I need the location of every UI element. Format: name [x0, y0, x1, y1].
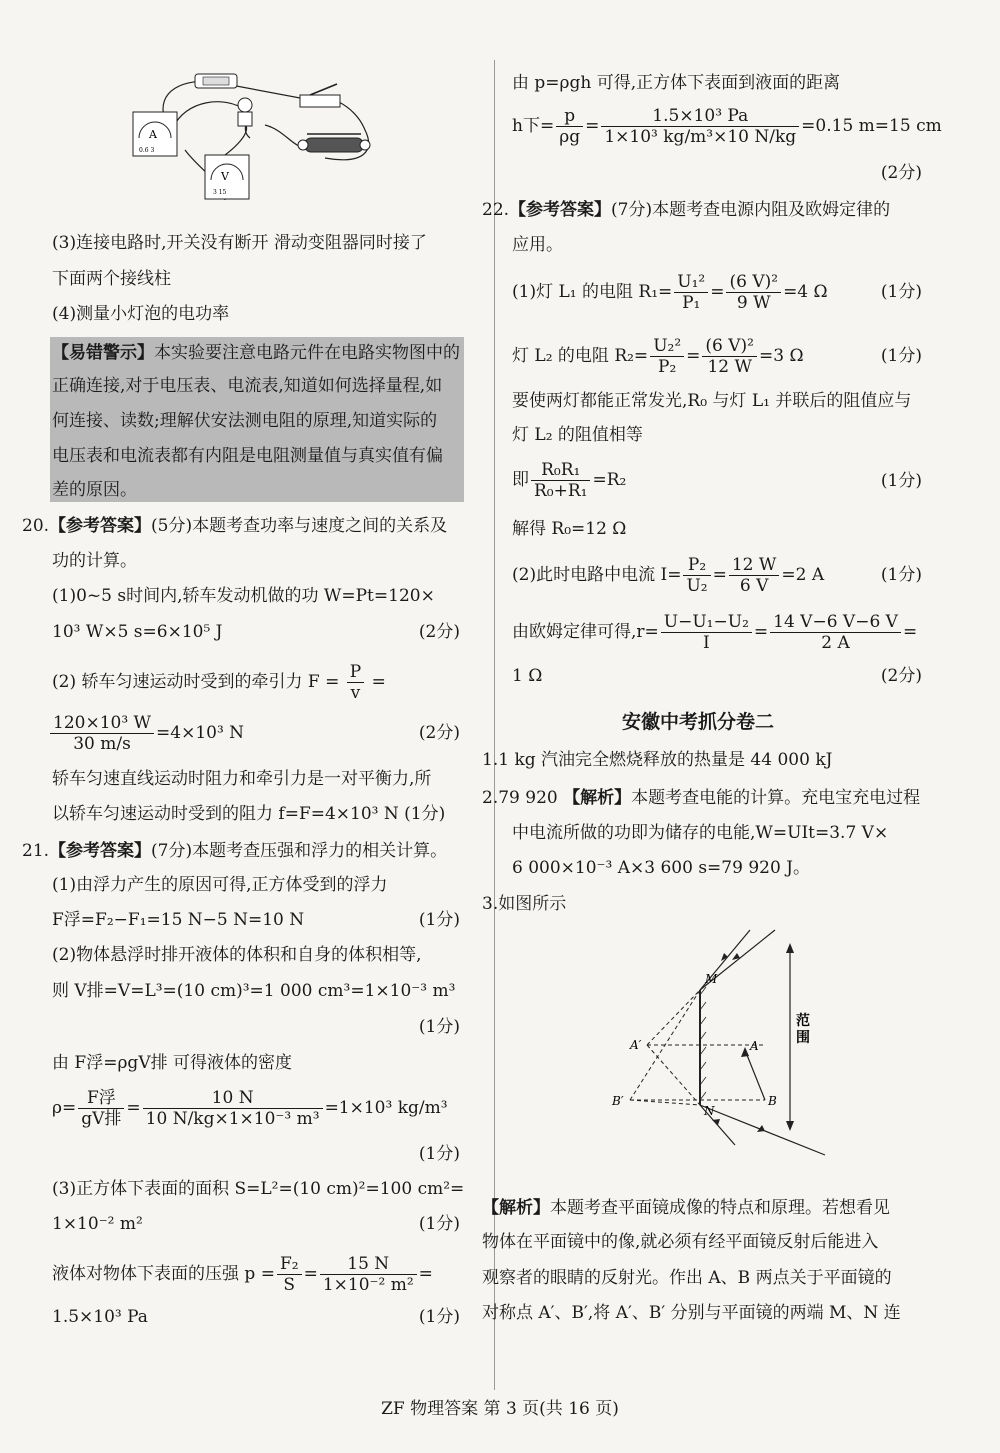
q21-pressure-eq: 液体对物体下表面的压强 p = $\frac{\text{F₂}}{S}$ = $\frac{15 N}{\text{1×10⁻² m²}}$ = — [52, 1254, 433, 1295]
answer-3: 3.如图所示 — [482, 894, 567, 914]
score: (1分) — [418, 1017, 460, 1037]
column-divider — [494, 60, 495, 1390]
q22-text-line1: 要使两灯都能正常发光,R₀ 与灯 L₁ 并联后的阻值应与 — [512, 391, 912, 411]
score: (1分) — [880, 471, 922, 491]
q20-part1-line1: (1)0~5 s时间内,轿车发动机做的功 W=Pt=120× — [52, 586, 435, 606]
range-label-2: 围 — [796, 1030, 810, 1046]
ammeter-label: A — [149, 128, 157, 141]
range-label-1: 范 — [796, 1013, 810, 1029]
q21-density-intro: 由 F浮=ρgV排 可得液体的密度 — [52, 1053, 293, 1073]
q20-part1-line2: 10³ W×5 s=6×10⁵ J — [52, 622, 223, 642]
r-depth-intro: 由 p=ρgh 可得,正方体下表面到液面的距离 — [512, 73, 841, 93]
q21-part2-eq: 则 V排=V=L³=(10 cm)³=1 000 cm³=1×10⁻³ m³ — [52, 981, 456, 1001]
q20-part3-line2: 以轿车匀速运动时受到的阻力 f=F=4×10³ N (1分) — [52, 804, 446, 824]
warning-line3: 何连接、读数;理解伏安法测电阻的原理,知道实际的 — [52, 411, 438, 431]
score: (2分) — [418, 723, 460, 743]
point-N: N — [704, 1104, 715, 1118]
q21-density-eq: ρ= $\frac{\text{F浮}}{\text{gV排}}$ = $\frac{10 N}{\text{10 N/kg×1×10⁻³ m³}}$ =1×10³ kg/m³ — [52, 1088, 448, 1129]
q22-text-line2: 灯 L₂ 的阻值相等 — [512, 425, 643, 445]
rheostat — [305, 138, 363, 152]
q22-r0-solution: 解得 R₀=12 Ω — [512, 519, 627, 539]
score: (1分) — [418, 1144, 460, 1164]
point-M: M — [705, 972, 718, 986]
explain-line1: 【解析】本题考查平面镜成像的特点和原理。若想看见 — [482, 1198, 890, 1218]
point-A: A — [750, 1039, 759, 1053]
bulb — [238, 98, 252, 112]
right-column — [482, 0, 980, 1390]
q21-part3-line2: 1×10⁻² m² — [52, 1214, 143, 1234]
point-A-prime: A′ — [630, 1038, 642, 1052]
answer-2-line2: 中电流所做的功即为储存的电能,W=UIt=3.7 V× — [512, 823, 889, 843]
mirror-diagram — [600, 925, 920, 1165]
q21-part1-eq: F浮=F₂−F₁=15 N−5 N=10 N — [52, 910, 305, 930]
voltmeter-scale: 3 15 — [213, 189, 227, 196]
q21-header: 21.【参考答案】(7分)本题考查压强和浮力的相关计算。 — [22, 841, 448, 861]
ammeter-scale: 0.6 3 — [139, 147, 155, 154]
warning-line4: 电压表和电流表都有内阻是电阻测量值与真实值有偏 — [52, 446, 443, 466]
r-depth-eq: h下= $\frac{p}{\rho g}$ = $\frac{\text{1.5×10³ Pa}}{\text{1×10³ kg/m³×10 N/kg}}$ =0.15 m=15 cm — [512, 106, 942, 147]
q21-part2: (2)物体悬浮时排开液体的体积和自身的体积相等, — [52, 945, 422, 965]
score: (1分) — [880, 565, 922, 585]
score: (1分) — [880, 346, 922, 366]
score: (1分) — [880, 282, 922, 302]
switch — [300, 95, 340, 107]
q20-part2-line2: $\frac{\text{120×10³ W}}{30 m/s}$ =4×10³ N — [48, 711, 244, 755]
q22-r1-eq: (1)灯 L₁ 的电阻 R₁= $\frac{\text{U₁²}}{\text{P₁}}$ = $\frac{\text{(6 V)²}}{9 W}$ =4 Ω — [512, 272, 828, 313]
q21-pressure-result: 1.5×10³ Pa — [52, 1307, 148, 1327]
circuit-diagram — [125, 70, 385, 215]
q20-header: 20.【参考答案】(5分)本题考查功率与速度之间的关系及 — [22, 516, 448, 536]
score: (2分) — [880, 163, 922, 183]
warning-line1: 【易错警示】本实验要注意电路元件在电路实物图中的 — [52, 343, 460, 363]
explain-line4: 对称点 A′、B′,将 A′、B′ 分别与平面镜的两端 M、N 连 — [482, 1303, 901, 1323]
score: (2分) — [418, 622, 460, 642]
q22-header: 22.【参考答案】(7分)本题考查电源内阻及欧姆定律的 — [482, 200, 891, 220]
warning-line5: 差的原因。 — [52, 480, 137, 500]
item-3-line1: (3)连接电路时,开关没有断开 滑动变阻器同时接了 — [52, 233, 427, 253]
warning-line2: 正确连接,对于电压表、电流表,知道如何选择量程,如 — [52, 376, 443, 396]
point-B-prime: B′ — [612, 1094, 624, 1108]
q22-ohm-result: 1 Ω — [512, 666, 543, 686]
score: (1分) — [418, 910, 460, 930]
q20-part3-line1: 轿车匀速直线运动时阻力和牵引力是一对平衡力,所 — [52, 769, 432, 789]
point-B: B — [768, 1094, 777, 1108]
q22-parallel-eq: 即 $\frac{\text{R₀R₁}}{\text{R₀+R₁}}$ =R₂ — [512, 460, 627, 501]
q20-header2: 功的计算。 — [52, 551, 137, 571]
item-4: (4)测量小灯泡的电功率 — [52, 304, 230, 324]
q20-part2-line1: (2) 轿车匀速运动时受到的牵引力 F = $\frac{P}{v}$ = — [52, 662, 386, 703]
answer-1: 1.1 kg 汽油完全燃烧释放的热量是 44 000 kJ — [482, 750, 833, 770]
warning-tag: 【易错警示】 — [52, 343, 154, 363]
answer-2-line1: 2.79 920 【解析】本题考查电能的计算。充电宝充电过程 — [482, 788, 921, 808]
score: (2分) — [880, 666, 922, 686]
score: (1分) — [418, 1307, 460, 1327]
q22-r2-eq: 灯 L₂ 的电阻 R₂= $\frac{\text{U₂²}}{\text{P₂}}$ = $\frac{\text{(6 V)²}}{12 W}$ =3 Ω — [512, 336, 804, 377]
q21-part1: (1)由浮力产生的原因可得,正方体受到的浮力 — [52, 875, 388, 895]
score: (1分) — [418, 1214, 460, 1234]
explain-line3: 观察者的眼睛的反射光。作出 A、B 两点关于平面镜的 — [482, 1268, 892, 1288]
q22-ohm-eq: 由欧姆定律可得,r= $\frac{\text{U−U₁−U₂}}{I}$ = $\frac{14 V-6 V-6 V}{2 A}$ = — [512, 612, 918, 653]
left-column — [0, 0, 480, 1390]
q22-current-eq: (2)此时电路中电流 I= $\frac{\text{P₂}}{\text{U₂}}$ = $\frac{12 W}{6 V}$ =2 A — [512, 555, 825, 596]
section-title: 安徽中考抓分卷二 — [622, 711, 775, 733]
answer-2-line3: 6 000×10⁻³ A×3 600 s=79 920 J。 — [512, 858, 810, 878]
voltmeter-label: V — [221, 170, 229, 183]
q22-header2: 应用。 — [512, 235, 563, 255]
item-3-line2: 下面两个接线柱 — [52, 269, 171, 289]
page-footer: ZF 物理答案 第 3 页(共 16 页) — [381, 1399, 619, 1419]
explain-line2: 物体在平面镜中的像,就必须有经平面镜反射后能进入 — [482, 1232, 879, 1252]
q21-part3-line1: (3)正方体下表面的面积 S=L²=(10 cm)²=100 cm²= — [52, 1179, 465, 1199]
